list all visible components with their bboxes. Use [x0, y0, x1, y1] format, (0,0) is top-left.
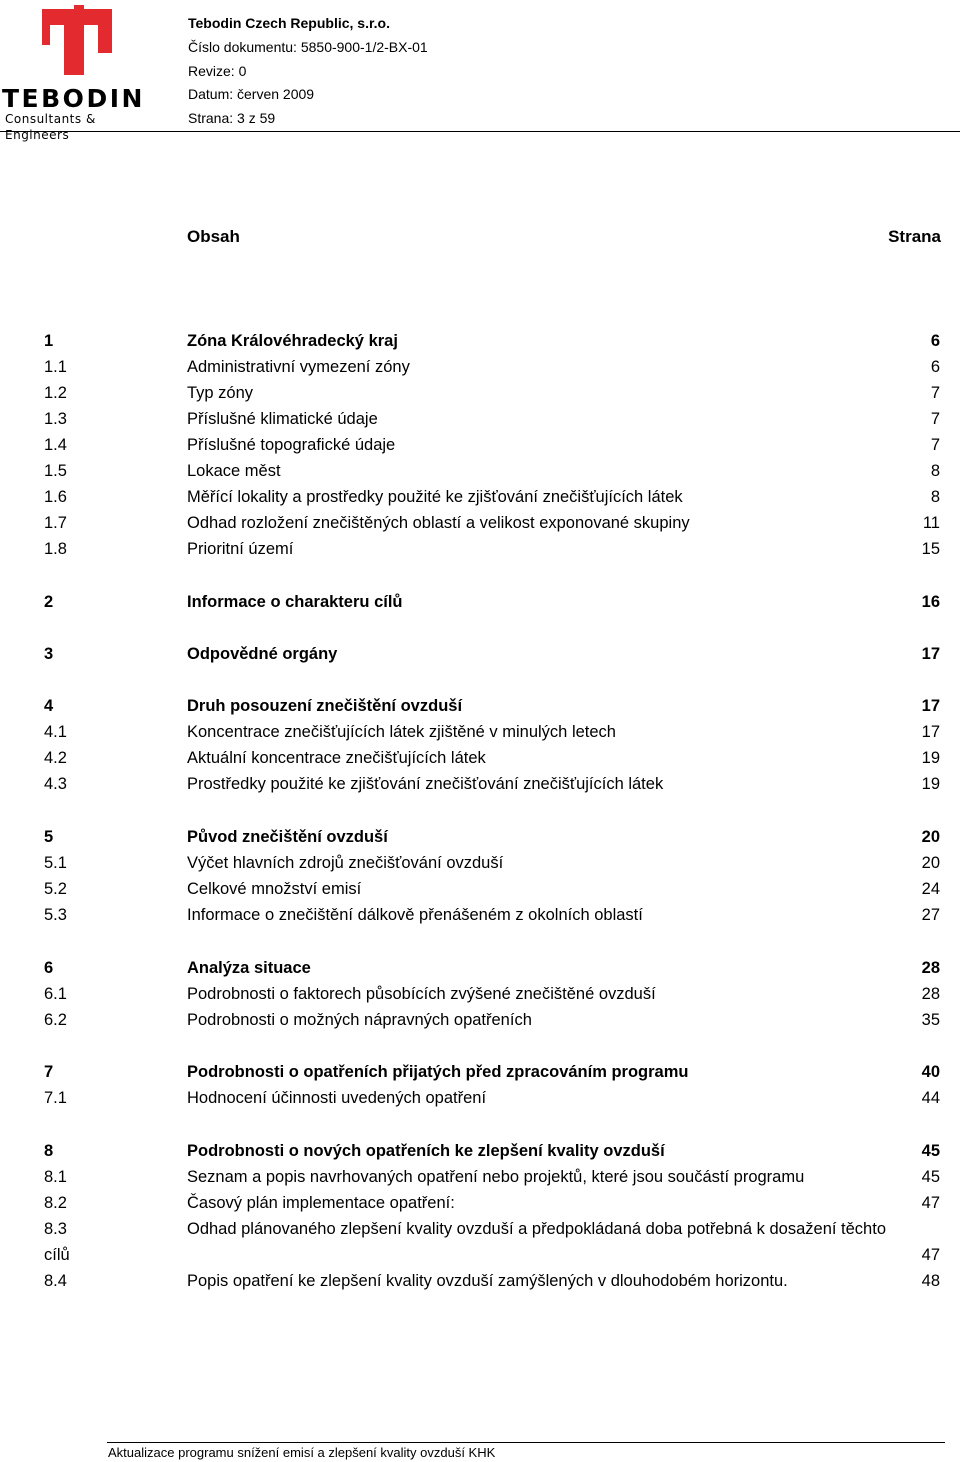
toc-section-title: Podrobnosti o opatřeních přijatých před zpracováním programu — [187, 1063, 689, 1081]
toc-page-number: 45 — [921, 1142, 940, 1160]
footer-divider — [107, 1442, 945, 1443]
toc-section-number: 5.1 — [44, 854, 67, 872]
toc-row[interactable] — [0, 1007, 960, 1033]
toc-section-number: 4.1 — [44, 723, 67, 741]
toc-section-number: 4.3 — [44, 775, 67, 793]
toc-section-number: 4.2 — [44, 749, 67, 767]
toc-section-number: 1.3 — [44, 410, 67, 428]
toc-row[interactable] — [0, 641, 960, 667]
toc-row[interactable] — [0, 1138, 960, 1164]
toc-section-title: Měřící lokality a prostředky použité ke zjišťování znečišťujících látek — [187, 488, 683, 506]
toc-section-number: 8.2 — [44, 1194, 67, 1212]
toc-page-number: 24 — [921, 880, 940, 898]
toc-section-title: Druh posouzení znečištění ovzduší — [187, 697, 463, 715]
toc-row[interactable] — [0, 380, 960, 406]
toc-page-number: 35 — [921, 1011, 940, 1029]
toc-section-number: 1.7 — [44, 514, 67, 532]
toc-section-number: 6.2 — [44, 1011, 67, 1029]
toc-section-title: Odpovědné orgány — [187, 645, 338, 663]
toc-page-number: 28 — [921, 959, 940, 977]
toc-section-title: Koncentrace znečišťujících látek zjištěné v minulých letech — [187, 723, 616, 741]
toc-section-title: Analýza situace — [187, 959, 311, 977]
toc-section-title: Původ znečištění ovzduší — [187, 828, 388, 846]
toc-section-title: Typ zóny — [187, 384, 254, 402]
logo-tagline: Consultants & Engineers — [5, 112, 96, 142]
toc-section-number: 8.3 — [44, 1220, 67, 1238]
toc-section-title: Příslušné topografické údaje — [187, 436, 396, 454]
footer-text: Aktualizace programu snížení emisí a zlepšení kvality ovzduší KHK — [108, 1445, 496, 1460]
toc-section-number: 7.1 — [44, 1089, 67, 1107]
toc-section-number: 4 — [44, 697, 54, 715]
toc-row[interactable] — [0, 745, 960, 771]
toc-page-number: 11 — [922, 514, 940, 532]
toc-row[interactable] — [0, 876, 960, 902]
toc-row[interactable] — [0, 1190, 960, 1216]
toc-row[interactable] — [0, 1268, 960, 1294]
toc-page-number: 17 — [921, 723, 940, 741]
toc-row[interactable] — [0, 1059, 960, 1085]
toc-section-number: 2 — [44, 593, 54, 611]
toc-page-header: Strana — [888, 227, 941, 246]
toc-section-title: Podrobnosti o nových opatřeních ke zlepšení kvality ovzduší — [187, 1142, 665, 1160]
toc-section-title: Celkové množství emisí — [187, 880, 362, 898]
toc-page-number: 40 — [921, 1063, 940, 1081]
toc-section-title: Informace o charakteru cílů — [187, 593, 403, 611]
toc-section-title: Podrobnosti o možných nápravných opatřeních — [187, 1011, 532, 1029]
logo-wordmark: TEBODIN — [2, 84, 145, 113]
toc-section-number: cílů — [44, 1246, 70, 1264]
toc-row[interactable] — [0, 902, 960, 928]
toc-section-title: Prostředky použité ke zjišťování znečišťování znečišťujících látek — [187, 775, 664, 793]
toc-section-title: Odhad plánovaného zlepšení kvality ovzduší a předpokládaná doba potřebná k dosažení těchto — [187, 1220, 886, 1238]
toc-page-number: 47 — [921, 1246, 940, 1264]
toc-section-title: Lokace měst — [187, 462, 281, 480]
toc-page-number: 7 — [930, 436, 940, 454]
toc-page-number: 27 — [921, 906, 940, 924]
toc-page-number: 16 — [921, 593, 940, 611]
toc-page-number: 8 — [930, 462, 940, 480]
toc-section-number: 1.4 — [44, 436, 67, 454]
toc-section-number: 5.2 — [44, 880, 67, 898]
toc-section-number: 8.4 — [44, 1272, 67, 1290]
toc-section-title: Zóna Královéhradecký kraj — [187, 332, 398, 350]
toc-section-number: 3 — [44, 645, 54, 663]
toc-row[interactable] — [0, 406, 960, 432]
toc-row[interactable] — [0, 955, 960, 981]
toc-section-number: 6.1 — [44, 985, 67, 1003]
revision: Revize: 0 — [188, 62, 247, 79]
toc-row[interactable] — [0, 719, 960, 745]
toc-section-number: 1.6 — [44, 488, 67, 506]
toc-section-title: Odhad rozložení znečištěných oblastí a velikost exponované skupiny — [187, 514, 690, 532]
toc-row[interactable] — [0, 1164, 960, 1190]
document-number: Číslo dokumentu: 5850-900-1/2-BX-01 — [188, 38, 428, 55]
toc-page-number: 47 — [921, 1194, 940, 1212]
toc-section-title: Příslušné klimatické údaje — [187, 410, 378, 428]
toc-section-number: 1 — [44, 332, 54, 350]
toc-section-title: Časový plán implementace opatření: — [187, 1194, 455, 1212]
toc-page-number: 15 — [921, 540, 940, 558]
toc-page-number: 17 — [921, 645, 940, 663]
toc-row[interactable] — [0, 432, 960, 458]
toc-section-number: 8 — [44, 1142, 54, 1160]
toc-row[interactable] — [0, 981, 960, 1007]
toc-section-number: 1.1 — [44, 358, 67, 376]
toc-title: Obsah — [187, 227, 240, 246]
toc-section-number: 5.3 — [44, 906, 67, 924]
toc-section-number: 8.1 — [44, 1168, 67, 1186]
toc-row[interactable] — [0, 1242, 960, 1268]
toc-section-title: Seznam a popis navrhovaných opatření nebo projektů, které jsou součástí programu — [187, 1168, 805, 1186]
toc-page-number: 6 — [930, 358, 940, 376]
toc-section-number: 5 — [44, 828, 54, 846]
toc-row[interactable] — [0, 328, 960, 354]
toc-page-number: 6 — [930, 332, 940, 350]
toc-row[interactable] — [0, 458, 960, 484]
toc-row[interactable] — [0, 354, 960, 380]
toc-section-number: 1.8 — [44, 540, 67, 558]
toc-page-number: 19 — [921, 775, 940, 793]
toc-section-title: Prioritní území — [187, 540, 294, 558]
toc-section-title: Informace o znečištění dálkově přenášeném z okolních oblastí — [187, 906, 643, 924]
toc-row[interactable] — [0, 824, 960, 850]
toc-section-number: 7 — [44, 1063, 54, 1081]
toc-page-number: 45 — [921, 1168, 940, 1186]
toc-page-number: 7 — [930, 384, 940, 402]
toc-section-number: 1.5 — [44, 462, 67, 480]
toc-row[interactable] — [0, 589, 960, 615]
toc-row[interactable] — [0, 771, 960, 797]
toc-row[interactable] — [0, 693, 960, 719]
toc-row[interactable] — [0, 510, 960, 536]
toc-section-title: Aktuální koncentrace znečišťujících látek — [187, 749, 486, 767]
toc-page-number: 44 — [921, 1089, 940, 1107]
toc-section-number: 1.2 — [44, 384, 67, 402]
page-indicator: Strana: 3 z 59 — [188, 110, 276, 127]
toc-row[interactable] — [0, 484, 960, 510]
toc-row[interactable] — [0, 1085, 960, 1111]
toc-row[interactable] — [0, 536, 960, 562]
company-name: Tebodin Czech Republic, s.r.o. — [188, 15, 390, 31]
toc-page-number: 20 — [921, 828, 940, 846]
toc-page-number: 8 — [930, 488, 940, 506]
toc-section-title: Podrobnosti o faktorech působících zvýšené znečištěné ovzduší — [187, 985, 656, 1003]
toc-page-number: 20 — [921, 854, 940, 872]
toc-section-number: 6 — [44, 959, 54, 977]
toc-page-number: 19 — [921, 749, 940, 767]
toc-section-title: Výčet hlavních zdrojů znečišťování ovzduší — [187, 854, 504, 872]
toc-page-number: 48 — [921, 1272, 940, 1290]
toc-page-number: 17 — [921, 697, 940, 715]
toc-page-number: 28 — [921, 985, 940, 1003]
toc-section-title: Administrativní vymezení zóny — [187, 358, 410, 376]
toc-section-title: Popis opatření ke zlepšení kvality ovzduší zamýšlených v dlouhodobém horizontu. — [187, 1272, 788, 1290]
toc-row[interactable] — [0, 1216, 960, 1242]
toc-section-title: Hodnocení účinnosti uvedených opatření — [187, 1089, 487, 1107]
document-date: Datum: červen 2009 — [188, 86, 315, 103]
toc-row[interactable] — [0, 850, 960, 876]
toc-page-number: 7 — [930, 410, 940, 428]
